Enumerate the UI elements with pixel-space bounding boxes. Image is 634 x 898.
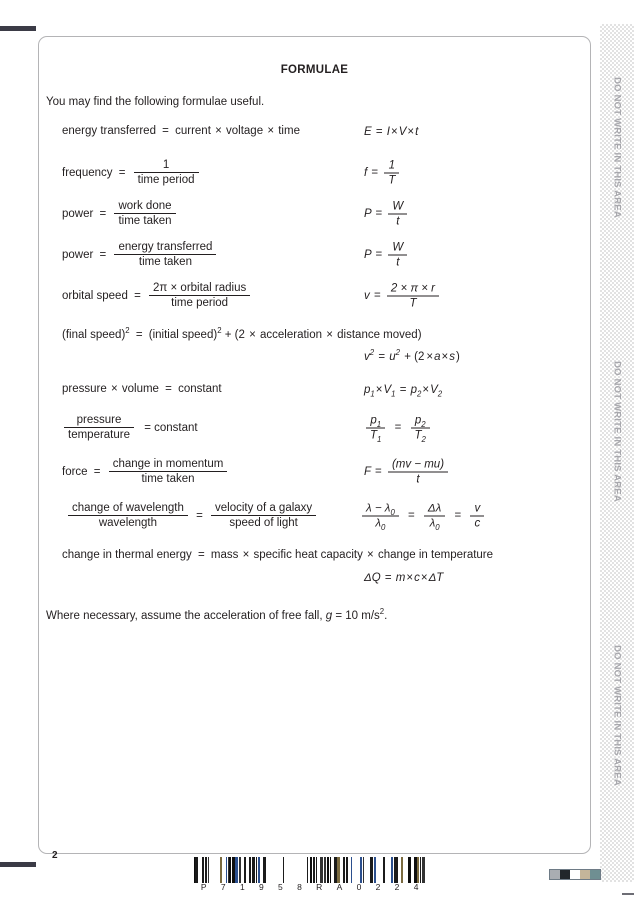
formulae-sheet (38, 36, 591, 854)
equals-sign: = (165, 382, 172, 395)
formula-symbols-energy-transferred: E = I×V×t (364, 126, 419, 138)
barcode-digit: 5 (278, 882, 284, 892)
fraction-orbital-symbols (387, 282, 439, 309)
formula-symbols-frequency: f = $\frac{1}{T}$ (364, 159, 401, 186)
note-exponent: 2 (379, 607, 385, 617)
fraction-numerator: $\lambda - \lambda_0$ (362, 502, 399, 516)
fraction-denominator: t (396, 256, 400, 268)
crop-mark-bottom-right (622, 893, 634, 895)
label-change-in-temperature: change in temperature (377, 548, 494, 561)
fraction-v-c (470, 502, 484, 529)
fraction-numerator: $p_1$ (366, 414, 385, 428)
fraction-lambda-diff (362, 502, 399, 532)
page-number: 2 (52, 850, 58, 861)
equals-sign: = (196, 509, 203, 522)
equals-sign: = (162, 124, 169, 137)
swatch-block (560, 870, 570, 879)
times-symbol: × (215, 124, 222, 137)
label-power: power (62, 207, 94, 220)
fraction-p1-t1 (366, 414, 385, 444)
note-prefix: Where necessary, assume the acceleration of free fall, (46, 610, 326, 622)
fraction-denominator: wavelength (98, 517, 158, 529)
equals-sign: = (118, 166, 126, 179)
fraction-denominator: $T_1$ (370, 429, 382, 444)
fraction-power-energy (114, 241, 216, 268)
times-symbol: × (367, 548, 374, 561)
formula-symbols-force-momentum: F = $\frac{(mv - mu)}{t}$ (364, 458, 450, 485)
label-change-in-thermal-energy: change in thermal energy (62, 548, 192, 561)
do-not-write-label-1: DO NOT WRITE IN THIS AREA (611, 77, 623, 218)
fraction-denominator: t (416, 473, 420, 485)
swatch-block (570, 870, 580, 879)
formula-words-force-momentum (62, 458, 229, 485)
equals-sign: = (99, 248, 107, 261)
equals-sign: = (99, 207, 107, 220)
formula-symbols-red-shift: $\frac{\lambda - \lambda_0}{\lambda_0}$ = $\frac{\Delta\lambda}{\lambda_0}$ = $\frac{v}{c}$ (360, 502, 486, 529)
times-symbol: × (267, 124, 275, 137)
fraction-numerator: W (388, 200, 407, 214)
intro-text: You may find the following formulae useful. (46, 96, 265, 108)
barcode-digit: 2 (375, 882, 381, 892)
barcode-digit: A (336, 882, 343, 892)
label-distance-moved: distance moved) (337, 328, 422, 341)
fraction-denominator: T (409, 297, 417, 309)
fraction-numerator: energy transferred (114, 241, 216, 255)
formula-row-orbital-speed (39, 282, 590, 309)
fraction-numerator: $p_2$ (411, 414, 430, 428)
barcode-digit: R (316, 882, 323, 892)
times-symbol: × (242, 548, 250, 561)
fraction-denominator: t (396, 215, 400, 227)
barcode-digits (194, 882, 426, 892)
swatch-block (550, 870, 560, 879)
fraction-power-energy-symbols (388, 241, 407, 268)
barcode (194, 857, 426, 883)
formula-words-frequency (62, 159, 201, 186)
swatch-block (580, 870, 590, 879)
formula-words-power-energy (62, 241, 218, 268)
fraction-orbital-speed (149, 282, 250, 309)
fraction-numerator: 2π × orbital radius (149, 282, 250, 296)
label-voltage: voltage (226, 124, 264, 137)
label-force: force (62, 465, 88, 478)
fraction-frequency-symbols (384, 159, 399, 186)
label-pressure: pressure (62, 382, 107, 395)
formula-row-force-momentum (39, 458, 590, 485)
page-title: FORMULAE (280, 64, 349, 76)
fraction-pressure-temperature (64, 414, 134, 441)
label-plus-open: + (2 (224, 328, 245, 341)
formula-words-red-shift (66, 502, 318, 529)
fraction-denominator: T (388, 174, 396, 186)
equals-sign: = (93, 465, 101, 478)
label-current: current (175, 124, 211, 137)
equals-sign: = (197, 548, 205, 561)
times-symbol: × (110, 382, 118, 395)
fraction-power-work (114, 200, 175, 227)
formula-words-final-speed (62, 325, 422, 341)
label-final-speed: (final speed)$^2$ (62, 325, 130, 341)
note-symbol-g: g (325, 610, 333, 622)
fraction-denominator: time taken (138, 256, 192, 268)
barcode-digit: 9 (258, 882, 265, 892)
barcode-digit: 4 (413, 882, 419, 892)
fraction-denominator: $T_2$ (414, 429, 426, 444)
swatch-block (590, 870, 600, 879)
crop-mark-bottom-left (0, 862, 36, 867)
formula-words-thermal-energy (62, 549, 493, 561)
fraction-galaxy-velocity (211, 502, 316, 529)
formula-symbols-power-work-done: P = $\frac{W}{t}$ (364, 200, 409, 227)
fraction-denominator: time period (171, 297, 229, 309)
formula-row-final-speed (39, 326, 590, 346)
fraction-denominator: temperature (68, 429, 131, 441)
equals-sign: = (134, 289, 141, 302)
fraction-numerator: W (388, 241, 407, 255)
formula-row-energy-transferred (39, 122, 590, 142)
label-volume: volume (121, 382, 159, 395)
do-not-write-label-2: DO NOT WRITE IN THIS AREA (611, 361, 623, 502)
fraction-force-momentum (109, 458, 228, 485)
fraction-denominator: time period (137, 174, 195, 186)
fraction-numerator: change in momentum (109, 458, 228, 472)
formula-words-power-work-done (62, 200, 178, 227)
note-suffix: = 10 m/s (332, 610, 380, 622)
fraction-numerator: work done (114, 200, 175, 214)
formulae-list (39, 122, 590, 584)
formula-words-orbital-speed (62, 282, 252, 309)
fraction-numerator: change of wavelength (68, 502, 188, 516)
formula-symbols-pressure-law: $\frac{p_1}{T_1}$ = $\frac{p_2}{T_2}$ (364, 414, 432, 441)
fraction-numerator: 1 (384, 159, 399, 173)
formula-words-pressure-law (62, 414, 198, 441)
label-initial-speed: (initial speed)$^2$ (148, 325, 222, 341)
barcode-digit: 1 (239, 882, 246, 892)
fraction-frequency (134, 159, 199, 186)
free-fall-note (46, 607, 590, 622)
crop-mark-top-left (0, 26, 36, 31)
equals-sign: = (135, 328, 143, 341)
formula-symbols-thermal-energy: ΔQ = m×c×ΔT (364, 572, 444, 584)
fraction-wavelength-change (68, 502, 188, 529)
colour-registration-swatch (549, 869, 601, 880)
barcode-digit: P (200, 882, 208, 892)
fraction-delta-lambda (424, 502, 445, 532)
formula-words-boyles-law (62, 383, 222, 395)
formula-symbols-final-speed: $v^2 = u^2 + (2 \times a\times s)$ (364, 348, 460, 363)
label-specific-heat-capacity: specific heat capacity (253, 548, 363, 561)
fraction-numerator: (mv − mu) (388, 458, 448, 472)
formula-symbols-orbital-speed: v = $\frac{2 \times \pi \times r}{T}$ (364, 282, 441, 309)
formula-symbols-boyles-law: $p_1\times V_1 = p_2\times V_2$ (364, 384, 443, 399)
do-not-write-strip (600, 24, 634, 882)
fraction-numerator: v (470, 502, 484, 516)
fraction-denominator: time taken (118, 215, 172, 227)
barcode-digit: 7 (220, 882, 227, 892)
label-power: power (62, 248, 94, 261)
label-mass: mass (210, 548, 239, 561)
fraction-numerator: 1 (134, 159, 199, 173)
fraction-numerator: velocity of a galaxy (211, 502, 316, 516)
fraction-denominator: $\lambda_0$ (375, 517, 386, 532)
formula-row-frequency (39, 159, 590, 186)
note-end: . (384, 610, 388, 622)
formula-row-red-shift (39, 502, 590, 532)
fraction-numerator: 2 × π × r (387, 282, 439, 296)
times-symbol: × (249, 328, 256, 341)
fraction-denominator: c (474, 517, 481, 529)
do-not-write-label-3: DO NOT WRITE IN THIS AREA (611, 645, 623, 786)
label-frequency: frequency (62, 166, 113, 179)
barcode-digit: 8 (297, 882, 303, 892)
fraction-p2-t2 (411, 414, 430, 444)
label-constant: constant (178, 382, 222, 395)
formula-row-boyles-law (39, 380, 590, 400)
label-time: time (278, 124, 300, 137)
formula-symbols-power-energy-transferred: P = $\frac{W}{t}$ (364, 241, 409, 268)
fraction-force-symbols (388, 458, 448, 485)
fraction-numerator: pressure (64, 414, 134, 428)
label-acceleration: acceleration (260, 328, 323, 341)
formula-words-energy-transferred (62, 125, 300, 137)
barcode-digit: 2 (394, 882, 400, 892)
fraction-denominator: time taken (141, 473, 195, 485)
fraction-numerator: Δλ (424, 502, 445, 516)
formula-row-pressure-law (39, 414, 590, 444)
label-orbital-speed: orbital speed (62, 289, 128, 302)
label-equals-constant: = constant (144, 421, 198, 434)
label-energy-transferred: energy transferred (62, 124, 156, 137)
formula-row-power-energy-transferred (39, 241, 590, 268)
fraction-denominator: $\lambda_0$ (429, 517, 440, 532)
fraction-power-symbols (388, 200, 407, 227)
formula-row-thermal-energy (39, 546, 590, 566)
barcode-digit: 0 (356, 882, 362, 892)
formula-row-power-work-done (39, 200, 590, 227)
times-symbol: × (326, 328, 333, 341)
fraction-denominator: speed of light (229, 517, 298, 529)
